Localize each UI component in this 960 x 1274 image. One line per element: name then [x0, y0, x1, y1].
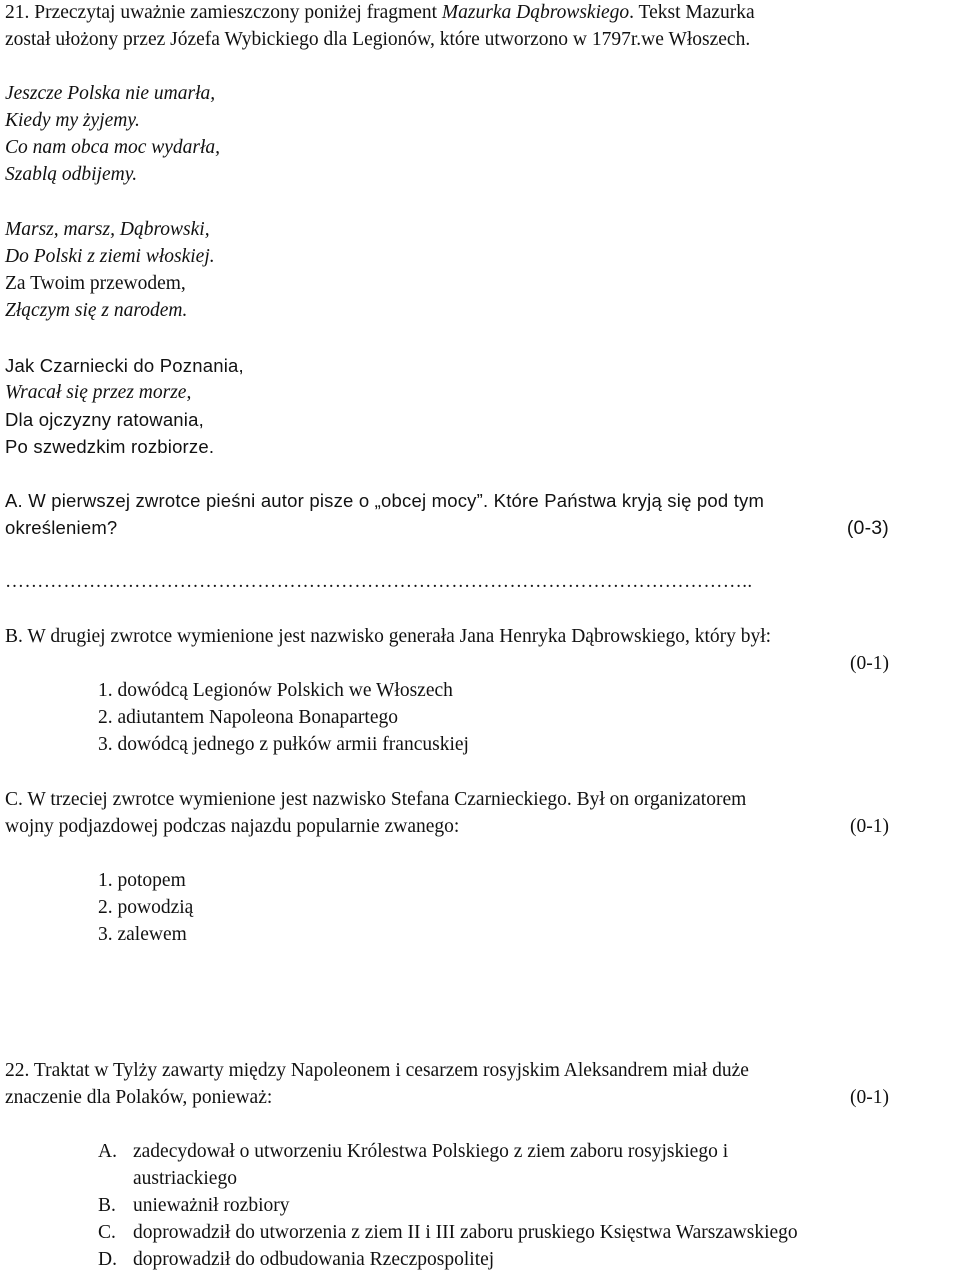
anthem-title: Mazurka Dąbrowskiego	[441, 2, 630, 23]
stanza-2-line-2: Do Polski z ziemi włoskiej.	[5, 246, 215, 267]
part-c-option-2: 2. powodzią	[98, 897, 194, 918]
part-b-question: B. W drugiej zwrotce wymienione jest nazwisko generała Jana Henryka Dąbrowskiego, który był:	[5, 626, 772, 647]
question-22-line-1: 22. Traktat w Tylży zawarty między Napoleonem i cesarzem rosyjskim Aleksandrem miał duże	[5, 1060, 749, 1081]
question-22-points: (0-1)	[850, 1087, 889, 1108]
part-a-question-line-2: określeniem?	[5, 517, 118, 538]
part-c-points: (0-1)	[850, 816, 889, 837]
q22-option-b-letter: B.	[98, 1195, 116, 1216]
stanza-3-line-2: Wracał się przez morze,	[5, 382, 192, 403]
part-a-points: (0-3)	[846, 517, 889, 539]
part-c-option-3: 3. zalewem	[98, 924, 187, 945]
q22-option-a-text: zadecydował o utworzeniu Królestwa Polskiego z ziem zaboru rosyjskiego i	[133, 1141, 729, 1162]
q22-option-b-text: unieważnił rozbiory	[133, 1195, 290, 1216]
q22-option-d-letter: D.	[98, 1249, 117, 1270]
q22-option-a-letter: A.	[98, 1141, 117, 1162]
stanza-3-line-3: Dla ojczyzny ratowania,	[5, 409, 204, 430]
part-a-question-line-1: A. W pierwszej zwrotce pieśni autor pisze o „obcej mocy”. Które Państwa kryją się pod tym	[5, 490, 765, 511]
stanza-1-line-4: Szablą odbijemy.	[5, 164, 138, 185]
stanza-1-line-3: Co nam obca moc wydarła,	[5, 137, 221, 158]
part-c-question-line-2: wojny podjazdowej podczas najazdu popularnie zwanego:	[5, 816, 460, 837]
stanza-3-line-4: Po szwedzkim rozbiorze.	[5, 436, 215, 457]
stanza-1-line-1: Jeszcze Polska nie umarła,	[5, 83, 216, 104]
answer-dots: ……………………………………………………………………………………………………..	[5, 571, 753, 592]
part-c-option-1: 1. potopem	[98, 870, 186, 891]
stanza-2-line-3: Za Twoim przewodem,	[5, 273, 186, 294]
part-b-option-1: 1. dowódcą Legionów Polskich we Włoszech	[98, 680, 453, 701]
stanza-3-line-1: Jak Czarniecki do Poznania,	[5, 355, 244, 376]
intro-pre: 21. Przeczytaj uważnie zamieszczony poniżej fragment	[5, 2, 442, 23]
question-21-intro-line-1	[5, 1, 755, 25]
stanza-2-line-4: Złączym się z narodem.	[5, 300, 188, 321]
part-a-answer-line[interactable]	[5, 570, 953, 594]
part-c-question-line-1: C. W trzeciej zwrotce wymienione jest nazwisko Stefana Czarnieckiego. Był on organizatorem	[5, 789, 747, 810]
q22-option-a-continuation: austriackiego	[133, 1168, 237, 1189]
q22-option-d-text: doprowadził do odbudowania Rzeczpospolitej	[133, 1249, 495, 1270]
q22-option-c-text: doprowadził do utworzenia z ziem II i III zaboru pruskiego Księstwa Warszawskiego	[133, 1222, 798, 1243]
part-b-option-3: 3. dowódcą jednego z pułków armii francuskiej	[98, 734, 469, 755]
question-22-line-2: znaczenie dla Polaków, ponieważ:	[5, 1087, 273, 1108]
q22-option-c-letter: C.	[98, 1222, 116, 1243]
part-b-option-2: 2. adiutantem Napoleona Bonapartego	[98, 707, 398, 728]
question-21-intro-line-2: został ułożony przez Józefa Wybickiego dla Legionów, które utworzono w 1797r.we Włoszech.	[5, 29, 751, 50]
intro-post: . Tekst Mazurka	[629, 2, 755, 23]
stanza-2-line-1: Marsz, marsz, Dąbrowski,	[5, 219, 210, 240]
stanza-1-line-2: Kiedy my żyjemy.	[5, 110, 140, 131]
part-b-points: (0-1)	[850, 653, 889, 674]
